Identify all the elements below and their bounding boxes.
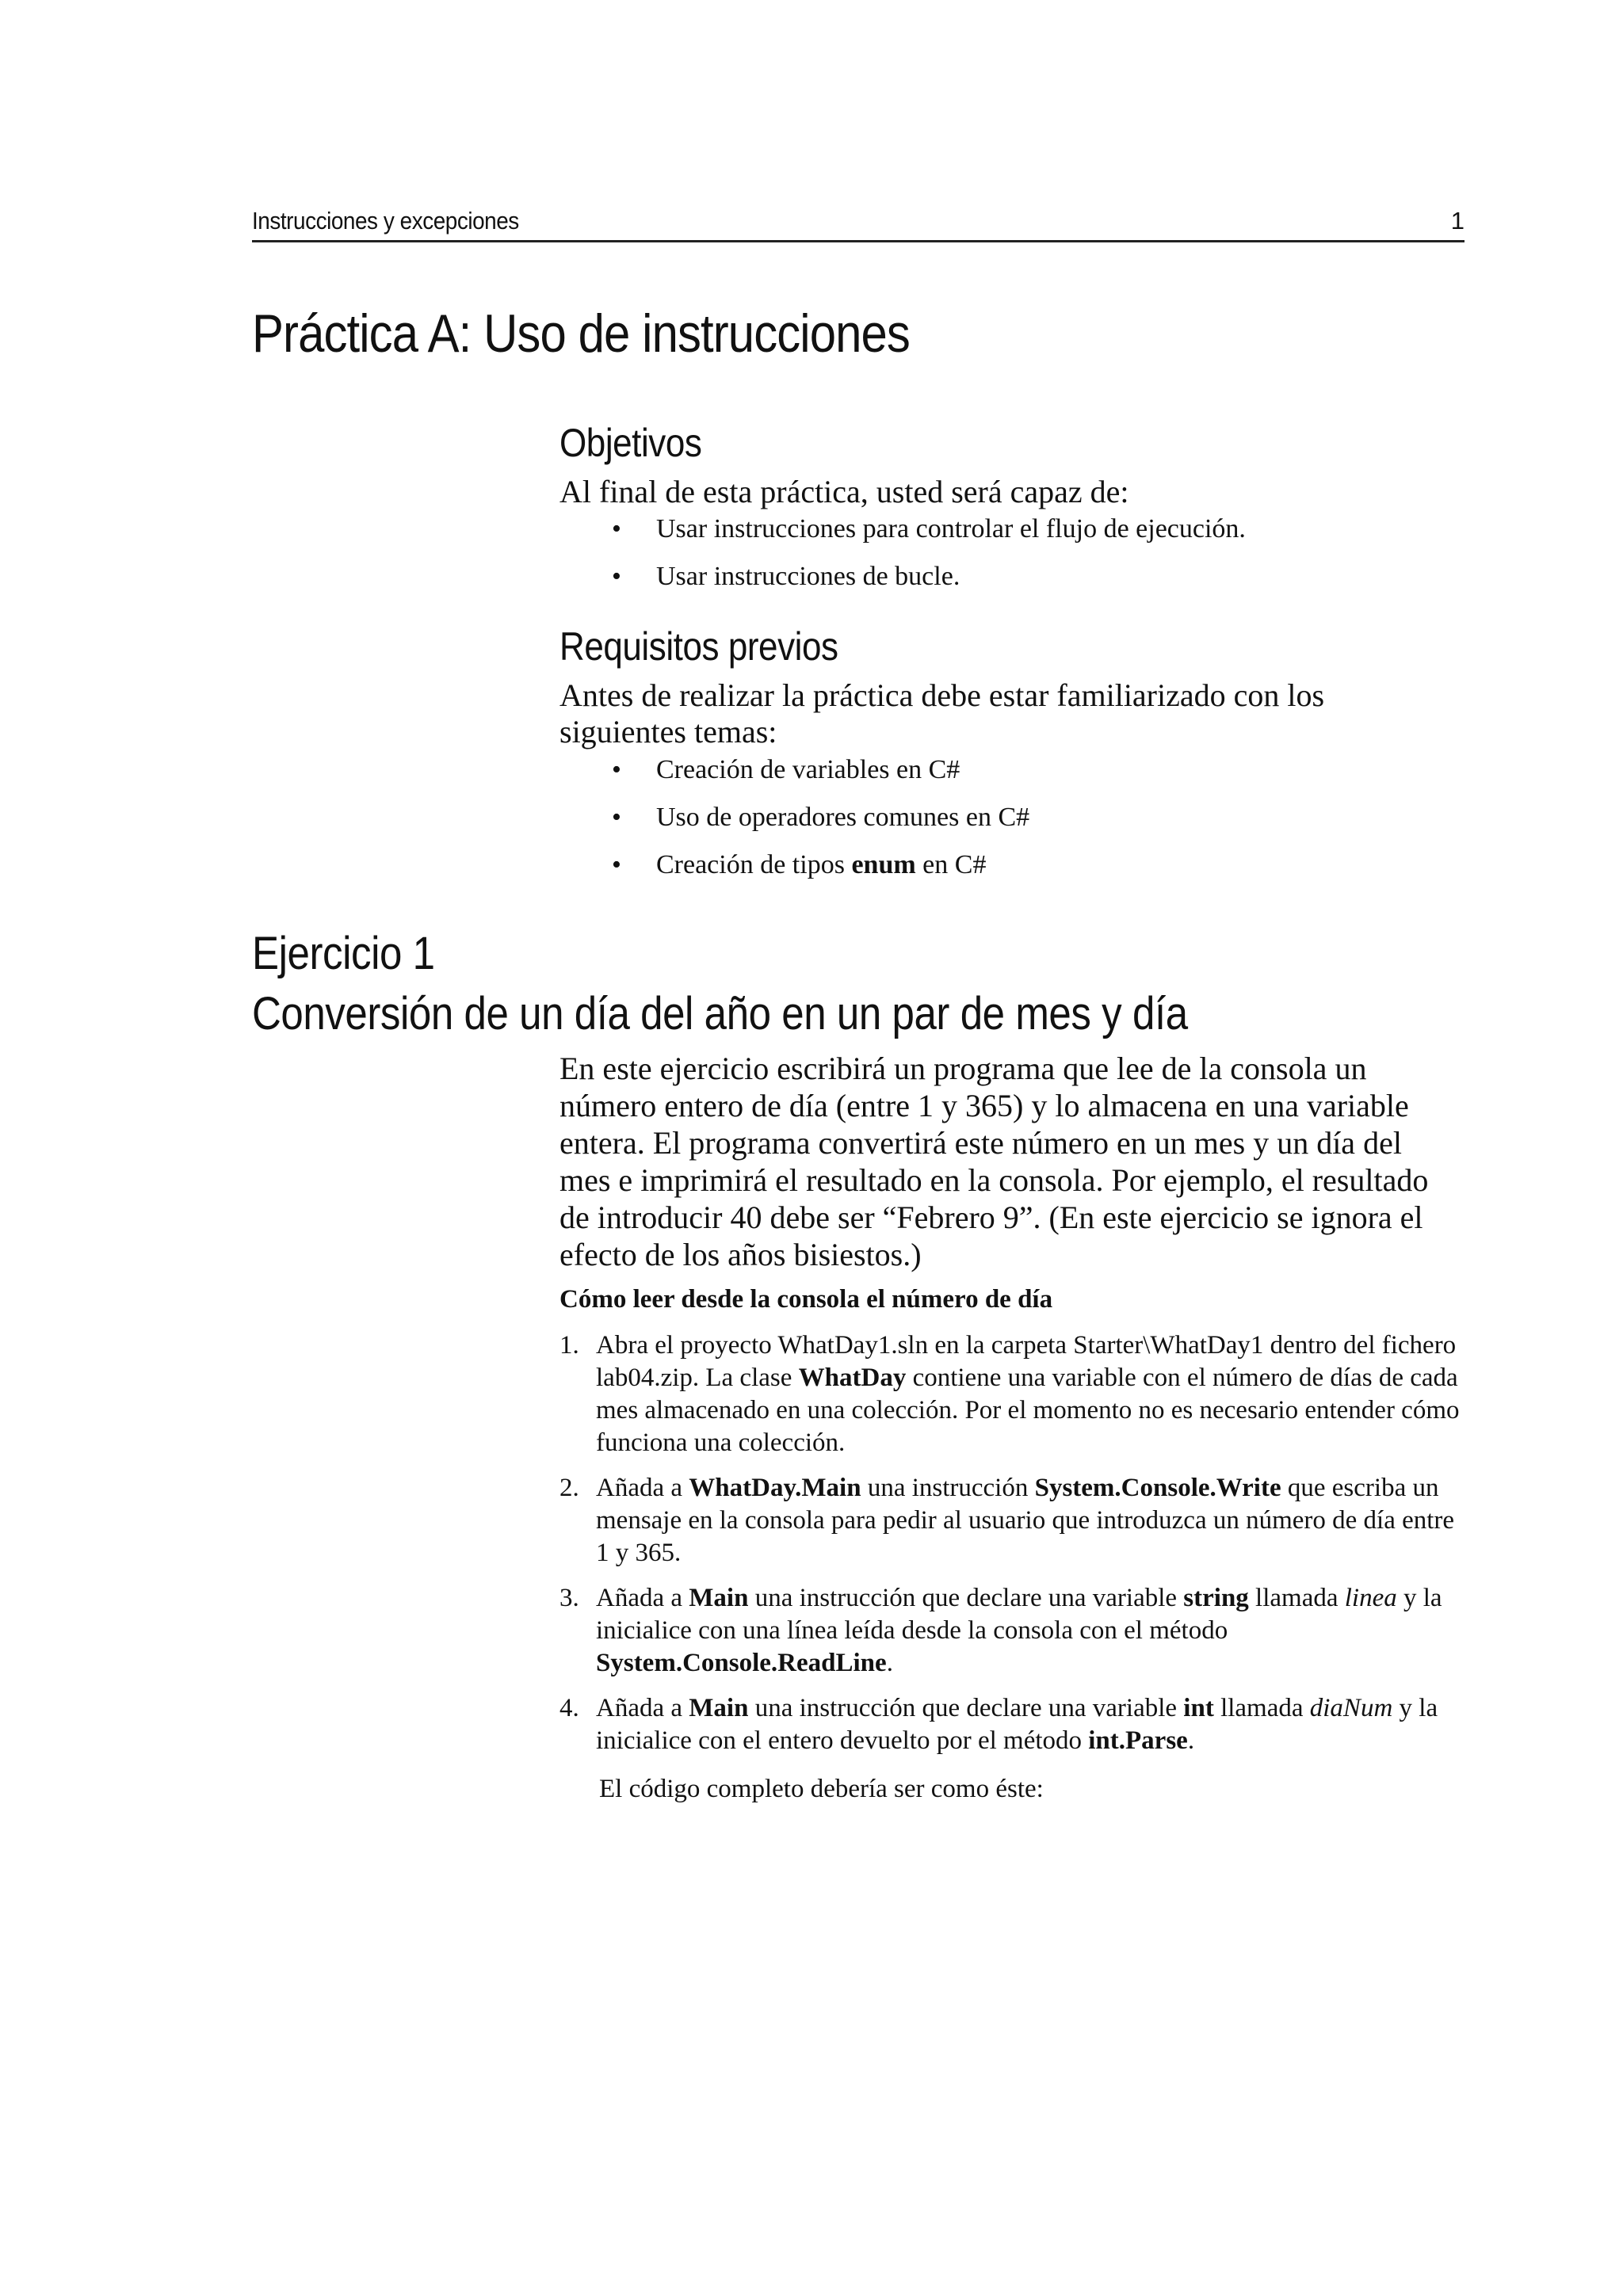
running-header bbox=[252, 204, 1465, 242]
keyword: System.Console.ReadLine bbox=[596, 1649, 887, 1677]
step-text: y la inicialice con una línea leída desde la consola con el método bbox=[596, 1584, 1442, 1645]
objectives-list bbox=[559, 513, 1455, 608]
step-text: Añada a bbox=[596, 1474, 689, 1502]
identifier: diaNum bbox=[1309, 1694, 1393, 1722]
identifier: linea bbox=[1344, 1584, 1397, 1612]
step-text: una instrucción que declare una variable bbox=[748, 1584, 1184, 1612]
step-text: una instrucción que declare una variable bbox=[748, 1694, 1184, 1722]
bullet-icon: • bbox=[612, 755, 621, 784]
list-item: • Usar instrucciones de bucle. bbox=[612, 562, 960, 591]
exercise-title: Conversión de un día del año en un par de mes y día bbox=[252, 988, 1188, 1039]
step-item bbox=[559, 1472, 1463, 1569]
step-text: llamada bbox=[1213, 1694, 1310, 1722]
step-text: y la inicialice con el entero devuelto por el método bbox=[596, 1694, 1438, 1755]
procedure-heading: Cómo leer desde la consola el número de día bbox=[559, 1285, 1053, 1314]
step-text: contiene una variable con el número de días de cada mes almacenado en una colección. Por el momento no es necesario entender cómo funciona una colección. bbox=[596, 1363, 1460, 1457]
code-note: El código completo debería ser como éste: bbox=[599, 1775, 1044, 1803]
prerequisites-list bbox=[559, 754, 1455, 897]
step-number: 4. bbox=[559, 1694, 579, 1722]
keyword-enum: enum bbox=[851, 850, 916, 879]
page-number: 1 bbox=[1450, 207, 1465, 235]
keyword: WhatDay.Main bbox=[689, 1474, 861, 1502]
step-text: . bbox=[1187, 1726, 1195, 1755]
keyword: Main bbox=[689, 1694, 749, 1722]
step-text: Añada a bbox=[596, 1584, 689, 1612]
step-text: Añada a bbox=[596, 1694, 689, 1722]
exercise-number-heading: Ejercicio 1 bbox=[252, 928, 435, 979]
prerequisites-heading: Requisitos previos bbox=[559, 624, 838, 669]
list-item: • Usar instrucciones para controlar el flujo de ejecución. bbox=[612, 514, 1246, 543]
step-number: 3. bbox=[559, 1584, 579, 1612]
header-title: Instrucciones y excepciones bbox=[252, 207, 519, 235]
objectives-heading: Objetivos bbox=[559, 421, 702, 465]
step-text: Abra el proyecto WhatDay1.sln en la carpeta Starter\WhatDay1 dentro del fichero lab04.zip. La clase bbox=[596, 1331, 1457, 1392]
page-title: Práctica A: Uso de instrucciones bbox=[252, 303, 910, 364]
keyword: System.Console.Write bbox=[1034, 1474, 1281, 1502]
keyword: Main bbox=[689, 1584, 749, 1612]
step-item bbox=[559, 1582, 1463, 1680]
step-text: una instrucción bbox=[861, 1474, 1035, 1502]
step-text: . bbox=[886, 1649, 893, 1677]
step-number: 1. bbox=[559, 1331, 579, 1360]
keyword: int.Parse bbox=[1088, 1726, 1188, 1755]
bullet-icon: • bbox=[612, 803, 621, 832]
keyword: string bbox=[1183, 1584, 1249, 1612]
exercise-intro: En este ejercicio escribirá un programa que lee de la consola un número entero de día (entre 1 y 365) y lo almacena en una variable entera. El programa convertirá este número en un mes y un día del mes e imprimirá el resultado en la consola. Por ejemplo, el resultado de introducir 40 debe ser “Febrero 9”. (En este ejercicio se ignora el efecto de los años bisiestos.) bbox=[559, 1051, 1429, 1272]
step-text: llamada bbox=[1248, 1584, 1345, 1612]
list-item: • Creación de variables en C# bbox=[612, 755, 960, 784]
step-item bbox=[559, 1692, 1463, 1757]
objectives-intro: Al final de esta práctica, usted será capaz de: bbox=[559, 474, 1129, 509]
step-number: 2. bbox=[559, 1474, 579, 1502]
prerequisites-intro: Antes de realizar la práctica debe estar familiarizado con los siguientes temas: bbox=[559, 677, 1325, 749]
step-text: que escriba un mensaje en la consola para pedir al usuario que introduzca un número de día entre 1 y 365. bbox=[596, 1474, 1455, 1567]
step-item bbox=[559, 1329, 1463, 1459]
list-item: • Uso de operadores comunes en C# bbox=[612, 803, 1030, 832]
bullet-icon: • bbox=[612, 514, 621, 543]
steps-list bbox=[559, 1329, 1463, 1770]
bullet-icon: • bbox=[612, 850, 621, 879]
bullet-icon: • bbox=[612, 562, 621, 591]
keyword: WhatDay bbox=[798, 1363, 907, 1392]
list-item: • Creación de tipos enum en C# bbox=[612, 850, 987, 879]
keyword: int bbox=[1183, 1694, 1214, 1722]
